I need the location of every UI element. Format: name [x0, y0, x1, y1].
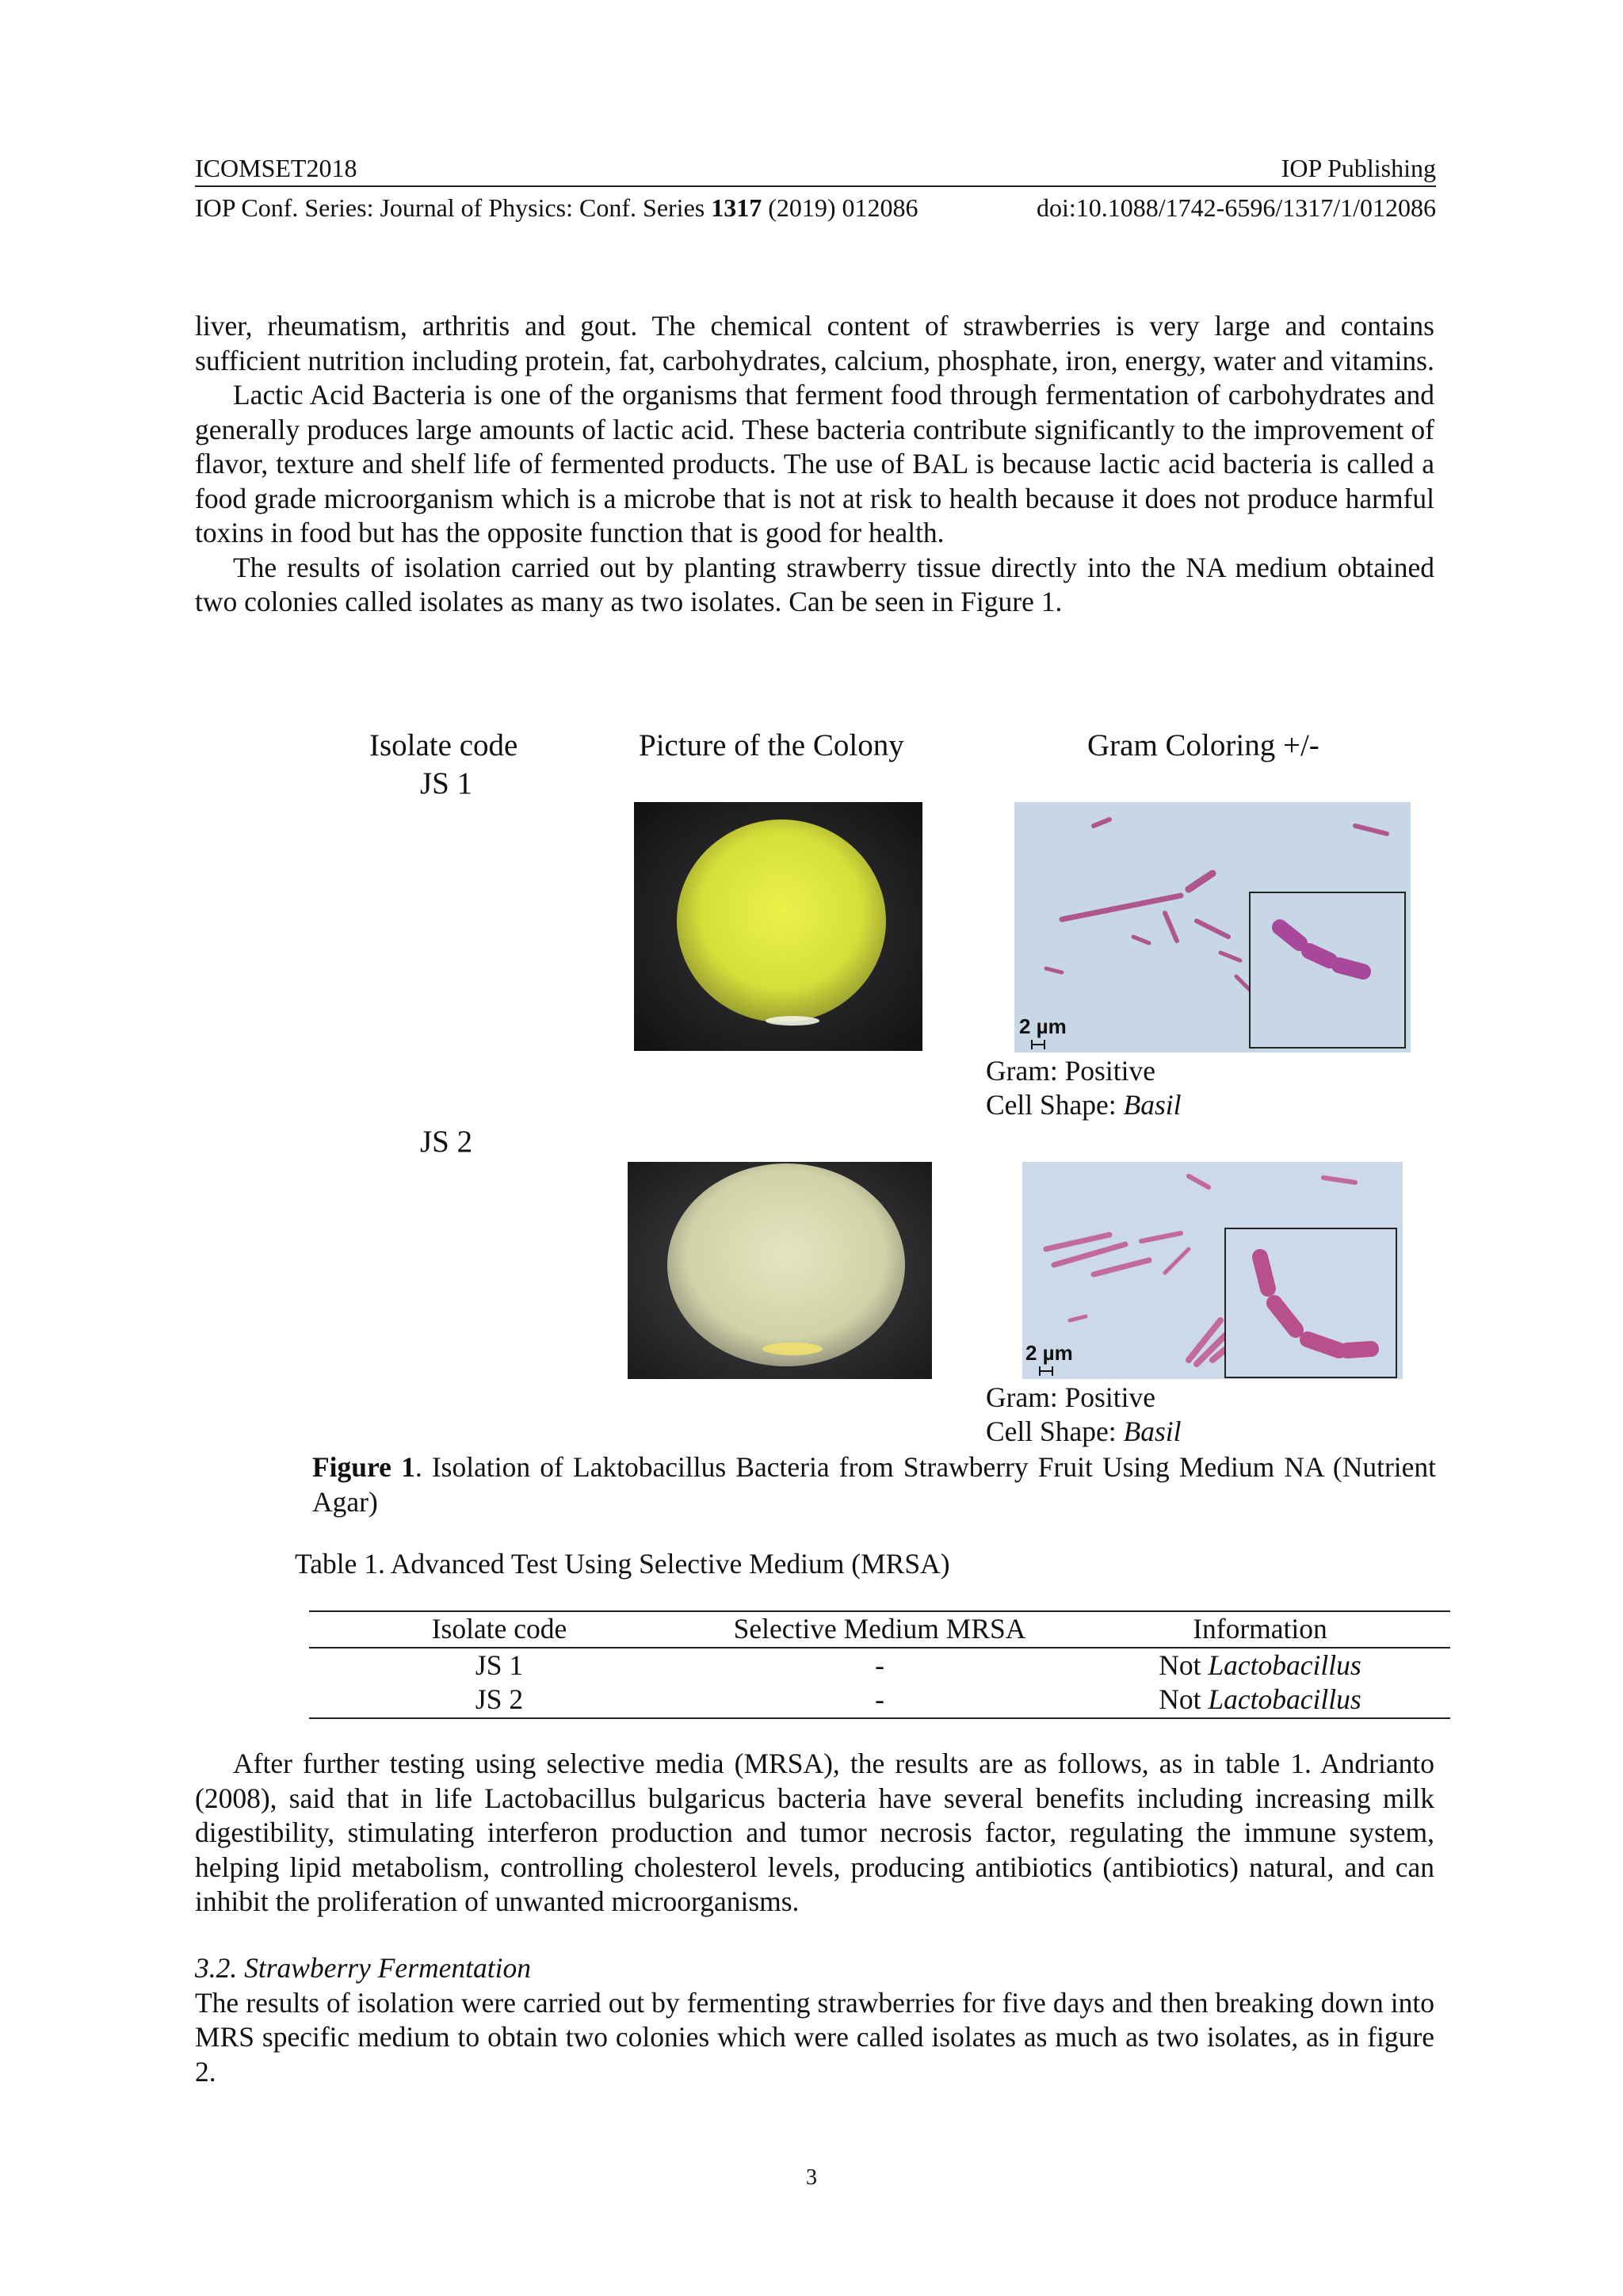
cell-shape-label-js2: Cell Shape:: [986, 1415, 1124, 1447]
info-prefix: Not: [1159, 1648, 1209, 1681]
gram-stain-js1-graphic: [1014, 802, 1411, 1052]
gram-result-js2: Gram: Positive: [986, 1381, 1155, 1413]
series-suffix: (2019) 012086: [762, 193, 918, 222]
table-cell-info: [1070, 1683, 1450, 1718]
info-genus: Lactobacillus: [1208, 1683, 1361, 1715]
gram-stain-image-js2: [1022, 1162, 1403, 1379]
colony-image-js2: [628, 1162, 932, 1379]
gram-stain-js2-graphic: [1022, 1162, 1403, 1379]
paragraph-5: The results of isolation were carried out by fermenting strawberries for five days and then breaking down into MRS specific medium to obtain two colonies which were called isolates as much as two isolates, as in figure 2.: [195, 1986, 1434, 2088]
paragraph-1: liver, rheumatism, arthritis and gout. The chemical content of strawberries is very large and contains sufficient nutrition including protein, fat, carbohydrates, calcium, phosphate, iron, energy, water and vitamins.: [195, 310, 1434, 376]
gram-stain-image-js1: [1014, 802, 1411, 1052]
header-rule: [195, 185, 1436, 187]
body-intro: [195, 309, 1434, 620]
isolate-code-js2: JS 2: [420, 1125, 473, 1159]
colony-js2-graphic: [628, 1162, 932, 1379]
info-genus: Lactobacillus: [1208, 1648, 1361, 1681]
cell-shape-value-js1: Basil: [1123, 1089, 1182, 1121]
conference-name: ICOMSET2018: [195, 154, 357, 182]
table-header-information: Information: [1070, 1611, 1450, 1648]
table-cell-mrsa: -: [875, 1648, 884, 1681]
col-isolate-code: Isolate code: [369, 728, 518, 762]
table-1-title: Table 1. Advanced Test Using Selective Medium (MRSA): [295, 1548, 950, 1580]
col-gram-coloring: Gram Coloring +/-: [1087, 728, 1319, 762]
paragraph-4: After further testing using selective media (MRSA), the results are as follows, as in table 1. Andrianto (2008), said that in life Lactobacillus bulgaricus bacteria have several benefits including increasing milk digestibility, stimulating interferon production and tumor necrosis factor, regulating the immune system, helping lipid metabolism, controlling cholesterol levels, producing antibiotics (antibiotics) natural, and can inhibit the proliferation of unwanted microorganisms.: [195, 1748, 1434, 1917]
info-prefix: Not: [1159, 1683, 1209, 1715]
table-1: [309, 1610, 1450, 1719]
table-row: [309, 1648, 1450, 1683]
col-picture-colony: Picture of the Colony: [639, 728, 904, 762]
table-cell-info: [1070, 1648, 1450, 1683]
table-header-row: [309, 1611, 1450, 1648]
section-heading: 3.2. Strawberry Fermentation: [195, 1952, 531, 1984]
table-cell-code: JS 2: [309, 1683, 689, 1718]
figure-1-caption: [312, 1450, 1436, 1519]
table-header-isolate-code: Isolate code: [309, 1611, 689, 1648]
isolate-code-js1: JS 1: [420, 766, 473, 800]
paragraph-2: Lactic Acid Bacteria is one of the organisms that ferment food through fermentation of carbohydrates and generally produces large amounts of lactic acid. These bacteria contribute significantly to the improvement of flavor, texture and shelf life of fermented products. The use of BAL is because lactic acid bacteria is called a food grade microorganism which is a microbe that is not at risk to health because it does not produce harmful toxins in food but has the opposite function that is good for health.: [195, 379, 1434, 548]
cell-shape-value-js2: Basil: [1123, 1415, 1182, 1447]
gram-result-js1: Gram: Positive: [986, 1055, 1155, 1087]
paragraph-3: The results of isolation carried out by planting strawberry tissue directly into the NA medium obtained two colonies called isolates as many as two isolates. Can be seen in Figure 1.: [195, 551, 1434, 617]
table-header-selective-medium: Selective Medium MRSA: [689, 1611, 1070, 1648]
cell-shape-js2: [986, 1415, 1182, 1450]
colony-js1-graphic: [634, 802, 922, 1051]
figure-1-caption-text: . Isolation of Laktobacillus Bacteria from Strawberry Fruit Using Medium NA (Nutrient Agar): [312, 1451, 1436, 1518]
page-number: 3: [806, 2165, 817, 2190]
scale-bar-js1: 2 µm: [1019, 1014, 1067, 1038]
table-row: [309, 1683, 1450, 1718]
series-line: [195, 192, 918, 223]
doi: doi:10.1088/1742-6596/1317/1/012086: [1037, 193, 1436, 222]
cell-shape-label-js1: Cell Shape:: [986, 1089, 1124, 1121]
body-after-table: [195, 1747, 1434, 1920]
table-cell-mrsa: -: [689, 1683, 1070, 1718]
section-3-2: [195, 1951, 1434, 2089]
series-volume: 1317: [711, 193, 762, 222]
figure-1-caption-label: Figure 1: [312, 1451, 415, 1483]
colony-image-js1: [634, 802, 922, 1051]
publisher-name: IOP Publishing: [1281, 154, 1436, 182]
cell-shape-js1: [986, 1088, 1182, 1123]
scale-bar-js2: 2 µm: [1025, 1341, 1073, 1365]
series-prefix: IOP Conf. Series: Journal of Physics: Conf. Series: [195, 193, 712, 222]
table-cell-code: JS 1: [475, 1648, 524, 1681]
